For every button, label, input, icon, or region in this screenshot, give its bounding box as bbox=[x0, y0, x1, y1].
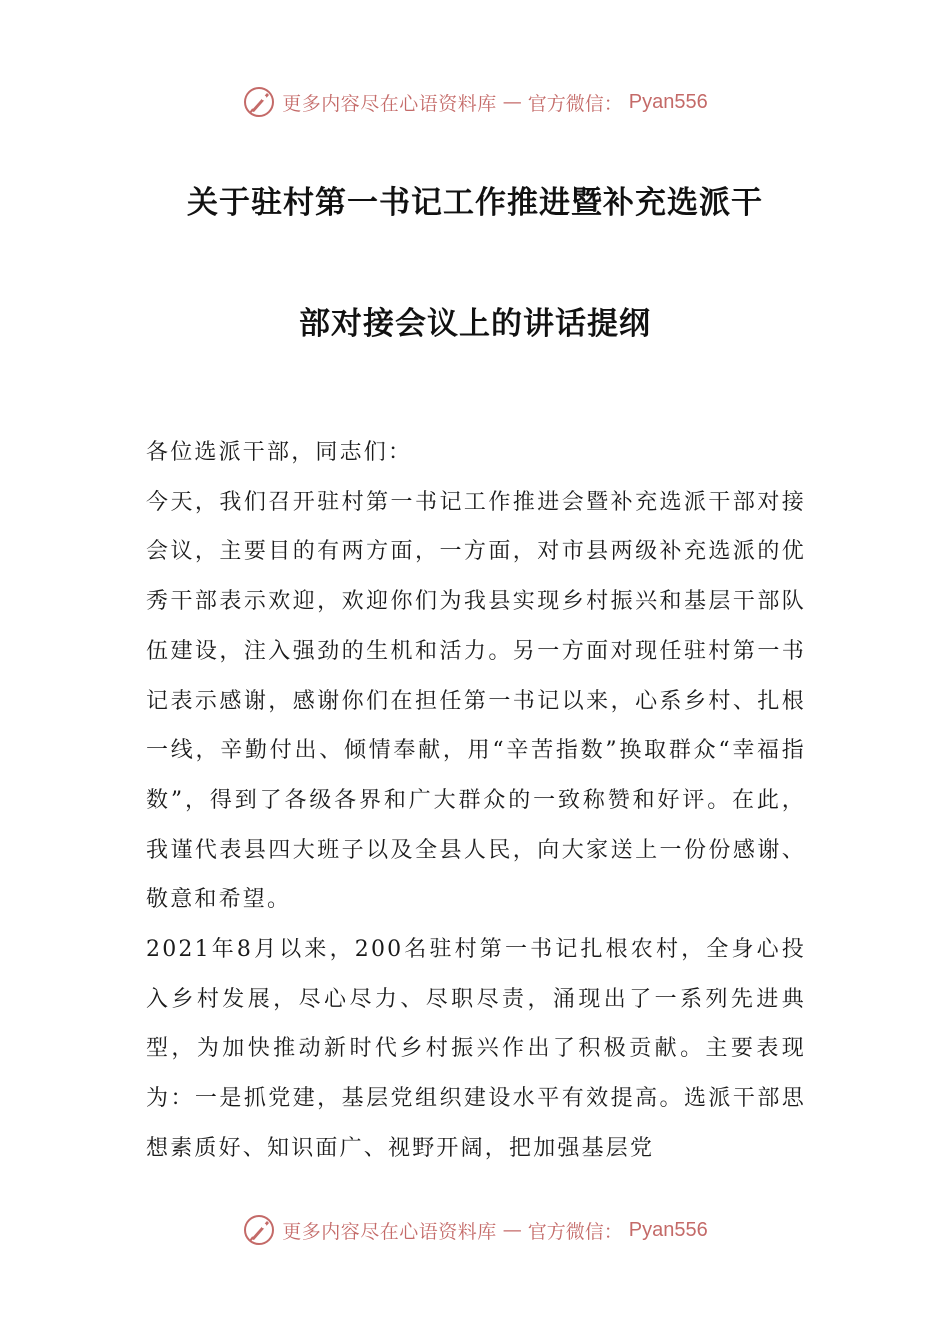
document-body bbox=[146, 428, 806, 1174]
document-title-line-2: 部对接会议上的讲话提纲 bbox=[299, 306, 651, 342]
watermark-wechat-handle: Pyan556 bbox=[628, 90, 708, 113]
salutation: 各位选派干部，同志们： bbox=[146, 440, 413, 465]
watermark-official-label: 官方微信： bbox=[527, 92, 623, 115]
quill-logo-icon bbox=[242, 85, 276, 119]
document-title-line-1: 关于驻村第一书记工作推进暨补充选派干 bbox=[187, 185, 763, 221]
watermark-dash: — bbox=[502, 91, 522, 113]
paragraph-2: 2021年8月以来，200名驻村第一书记扎根农村，全身心投入乡村发展，尽心尽力、尽职尽责，涌现出了一系列先进典型，为加快推动新时代乡村振兴作出了积极贡献。主要表现为：一是抓党建，基层党组织建设水平有效提高。选派干部思想素质好、知识面广、视野开阔，把加强基层党 bbox=[146, 937, 806, 1161]
footer-watermark-banner bbox=[0, 1210, 950, 1250]
header-watermark-banner bbox=[0, 82, 950, 122]
watermark-official-label: 官方微信： bbox=[527, 1220, 623, 1243]
watermark-dash: — bbox=[502, 1219, 522, 1241]
paragraph-1: 今天，我们召开驻村第一书记工作推进会暨补充选派干部对接会议，主要目的有两方面，一方面，对市县两级补充选派的优秀干部表示欢迎，欢迎你们为我县实现乡村振兴和基层干部队伍建设，注入强劲的生机和活力。另一方面对现任驻村第一书记表示感谢，感谢你们在担任第一书记以来，心系乡村、扎根一线，辛勤付出、倾情奉献，用“辛苦指数”换取群众“幸福指数”，得到了各级各界和广大群众的一致称赞和好评。在此，我谨代表县四大班子以及全县人民，向大家送上一份份感谢、敬意和希望。 bbox=[146, 489, 806, 913]
watermark-lead-text: 更多内容尽在心语资料库 bbox=[282, 1220, 497, 1243]
watermark-lead-text: 更多内容尽在心语资料库 bbox=[282, 92, 497, 115]
quill-logo-icon bbox=[242, 1213, 276, 1247]
watermark-wechat-handle: Pyan556 bbox=[628, 1218, 708, 1241]
